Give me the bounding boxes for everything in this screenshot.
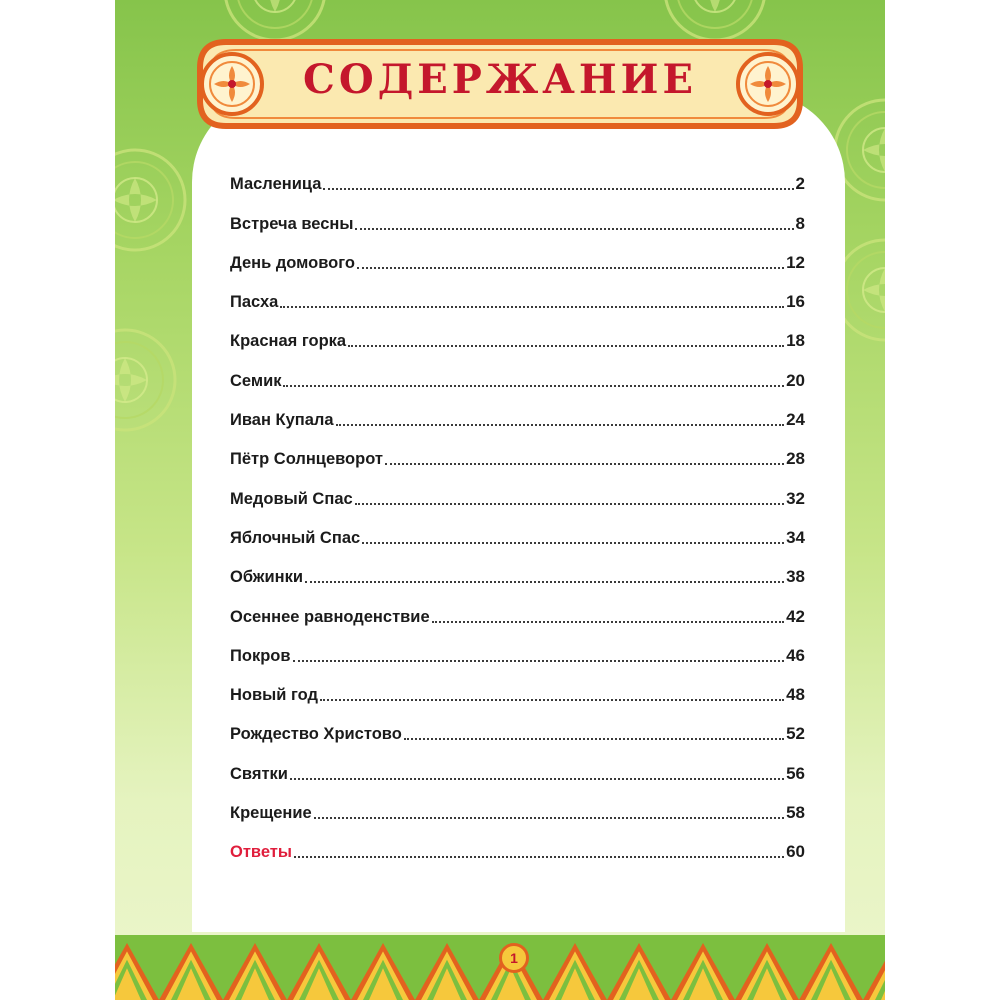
sun-ornament-icon <box>665 0 765 40</box>
page-number: 1 <box>499 943 529 973</box>
sun-ornament-icon <box>115 330 175 430</box>
toc-leader-dots <box>385 463 784 465</box>
toc-entry <box>230 627 805 666</box>
toc-entry-label: Новый год <box>230 686 318 705</box>
toc-entry-page: 32 <box>786 488 805 508</box>
toc-entry-label: Ответы <box>230 843 292 862</box>
toc-entry <box>230 705 805 744</box>
toc-entry-label: Красная горка <box>230 332 347 351</box>
toc-entry-label: Святки <box>230 764 288 783</box>
toc-entry <box>230 548 805 587</box>
toc-entry <box>230 155 805 194</box>
toc-entry-label: Семик <box>230 371 282 390</box>
toc-entry-page: 52 <box>786 724 805 744</box>
toc-entry-page: 60 <box>786 842 805 862</box>
toc-entry-label: Иван Купала <box>230 411 334 430</box>
toc-entry <box>230 744 805 783</box>
toc-leader-dots <box>290 778 784 780</box>
toc-entry <box>230 823 805 862</box>
toc-leader-dots <box>283 385 784 387</box>
toc-entry <box>230 509 805 548</box>
toc-entry-page: 18 <box>786 331 805 351</box>
toc-entry-label: День домового <box>230 253 355 272</box>
toc-entry-page: 16 <box>786 292 805 312</box>
toc-entry-page: 48 <box>786 685 805 705</box>
toc-leader-dots <box>320 699 784 701</box>
toc-entry-label: Крещение <box>230 804 312 823</box>
toc-leader-dots <box>357 267 784 269</box>
toc-entry <box>230 784 805 823</box>
toc-leader-dots <box>323 188 793 190</box>
toc-entry-page: 12 <box>786 252 805 272</box>
page-title: СОДЕРЖАНИЕ <box>303 56 697 103</box>
toc-entry-page: 2 <box>795 174 805 194</box>
toc-entry-page: 56 <box>786 763 805 783</box>
toc-leader-dots <box>293 660 785 662</box>
toc-entry <box>230 430 805 469</box>
footer-ornament <box>115 935 885 1000</box>
toc-entry-page: 58 <box>786 803 805 823</box>
sun-ornament-icon <box>225 0 325 40</box>
toc-entry-page: 8 <box>795 213 805 233</box>
toc-entry-label: Обжинки <box>230 568 304 587</box>
toc-entry-label: Встреча весны <box>230 214 354 233</box>
toc-entry-page: 20 <box>786 370 805 390</box>
toc-entry-label: Яблочный Спас <box>230 528 361 547</box>
toc-entry <box>230 469 805 508</box>
toc-entry-label: Пасха <box>230 293 279 312</box>
toc-entry <box>230 587 805 626</box>
toc-leader-dots <box>355 228 793 230</box>
toc-entry-page: 46 <box>786 645 805 665</box>
table-of-contents <box>230 155 805 862</box>
toc-entry-page: 28 <box>786 449 805 469</box>
toc-entry <box>230 194 805 233</box>
toc-entry <box>230 666 805 705</box>
toc-leader-dots <box>294 856 784 858</box>
toc-entry <box>230 234 805 273</box>
toc-leader-dots <box>432 621 784 623</box>
toc-entry <box>230 273 805 312</box>
toc-leader-dots <box>362 542 784 544</box>
toc-entry-page: 34 <box>786 527 805 547</box>
toc-entry <box>230 312 805 351</box>
toc-entry-label: Пётр Солнцеворот <box>230 450 383 469</box>
toc-leader-dots <box>336 424 785 426</box>
toc-entry-label: Рождество Христово <box>230 725 402 744</box>
toc-entry-label: Медовый Спас <box>230 489 353 508</box>
toc-entry-label: Покров <box>230 646 291 665</box>
toc-leader-dots <box>305 581 784 583</box>
toc-entry-page: 38 <box>786 567 805 587</box>
toc-entry <box>230 391 805 430</box>
toc-entry-label: Масленица <box>230 175 322 194</box>
toc-entry <box>230 351 805 390</box>
book-page <box>115 0 885 1000</box>
toc-leader-dots <box>280 306 784 308</box>
toc-leader-dots <box>348 345 784 347</box>
toc-leader-dots <box>404 738 784 740</box>
toc-leader-dots <box>355 503 784 505</box>
toc-entry-page: 24 <box>786 410 805 430</box>
toc-leader-dots <box>314 817 784 819</box>
toc-entry-label: Осеннее равноденствие <box>230 607 430 626</box>
toc-entry-page: 42 <box>786 606 805 626</box>
sun-ornament-icon <box>115 150 185 250</box>
